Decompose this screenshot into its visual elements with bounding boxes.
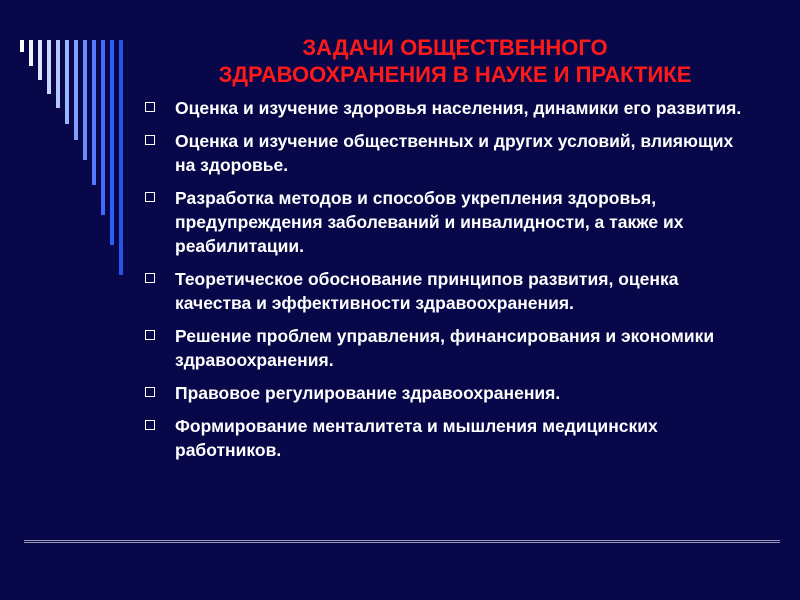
list-item-text: Теоретическое обоснование принципов развития, оценка качества и эффективности здравоохранения.: [175, 269, 679, 313]
stripe: [20, 40, 24, 52]
list-item-text: Решение проблем управления, финансирования и экономики здравоохранения.: [175, 326, 715, 370]
slide-title: [140, 34, 770, 88]
square-bullet-icon: [145, 102, 155, 112]
list-item-text: Формирование менталитета и мышления медицинских работников.: [175, 416, 658, 460]
list-item-text: Оценка и изучение общественных и других условий, влияющих на здоровье.: [175, 131, 734, 175]
square-bullet-icon: [145, 420, 155, 430]
list-item: [145, 267, 755, 315]
decorative-stripes: [0, 0, 150, 300]
square-bullet-icon: [145, 192, 155, 202]
list-item: [145, 381, 755, 405]
list-item: [145, 129, 755, 177]
stripe: [47, 40, 51, 94]
list-item: [145, 414, 755, 462]
task-list: [145, 96, 755, 471]
list-item: [145, 324, 755, 372]
list-item-text: Правовое регулирование здравоохранения.: [175, 383, 561, 403]
square-bullet-icon: [145, 330, 155, 340]
title-line: ЗАДАЧИ ОБЩЕСТВЕННОГО: [302, 35, 608, 60]
stripe: [119, 40, 123, 275]
list-item: [145, 186, 755, 258]
square-bullet-icon: [145, 273, 155, 283]
stripe: [110, 40, 114, 245]
list-item: [145, 96, 755, 120]
stripe: [83, 40, 87, 160]
stripe: [29, 40, 33, 66]
stripe: [65, 40, 69, 124]
stripe: [74, 40, 78, 140]
list-item-text: Разработка методов и способов укрепления здоровья, предупреждения заболеваний и инвалидности, а также их реабилитации.: [175, 188, 684, 256]
stripe: [92, 40, 96, 185]
stripe: [38, 40, 42, 80]
square-bullet-icon: [145, 387, 155, 397]
stripe: [56, 40, 60, 108]
title-line: ЗДРАВООХРАНЕНИЯ В НАУКЕ И ПРАКТИКЕ: [218, 62, 692, 87]
list-item-text: Оценка и изучение здоровья населения, динамики его развития.: [175, 98, 742, 118]
square-bullet-icon: [145, 135, 155, 145]
stripe: [101, 40, 105, 215]
footer-divider: [24, 540, 780, 543]
